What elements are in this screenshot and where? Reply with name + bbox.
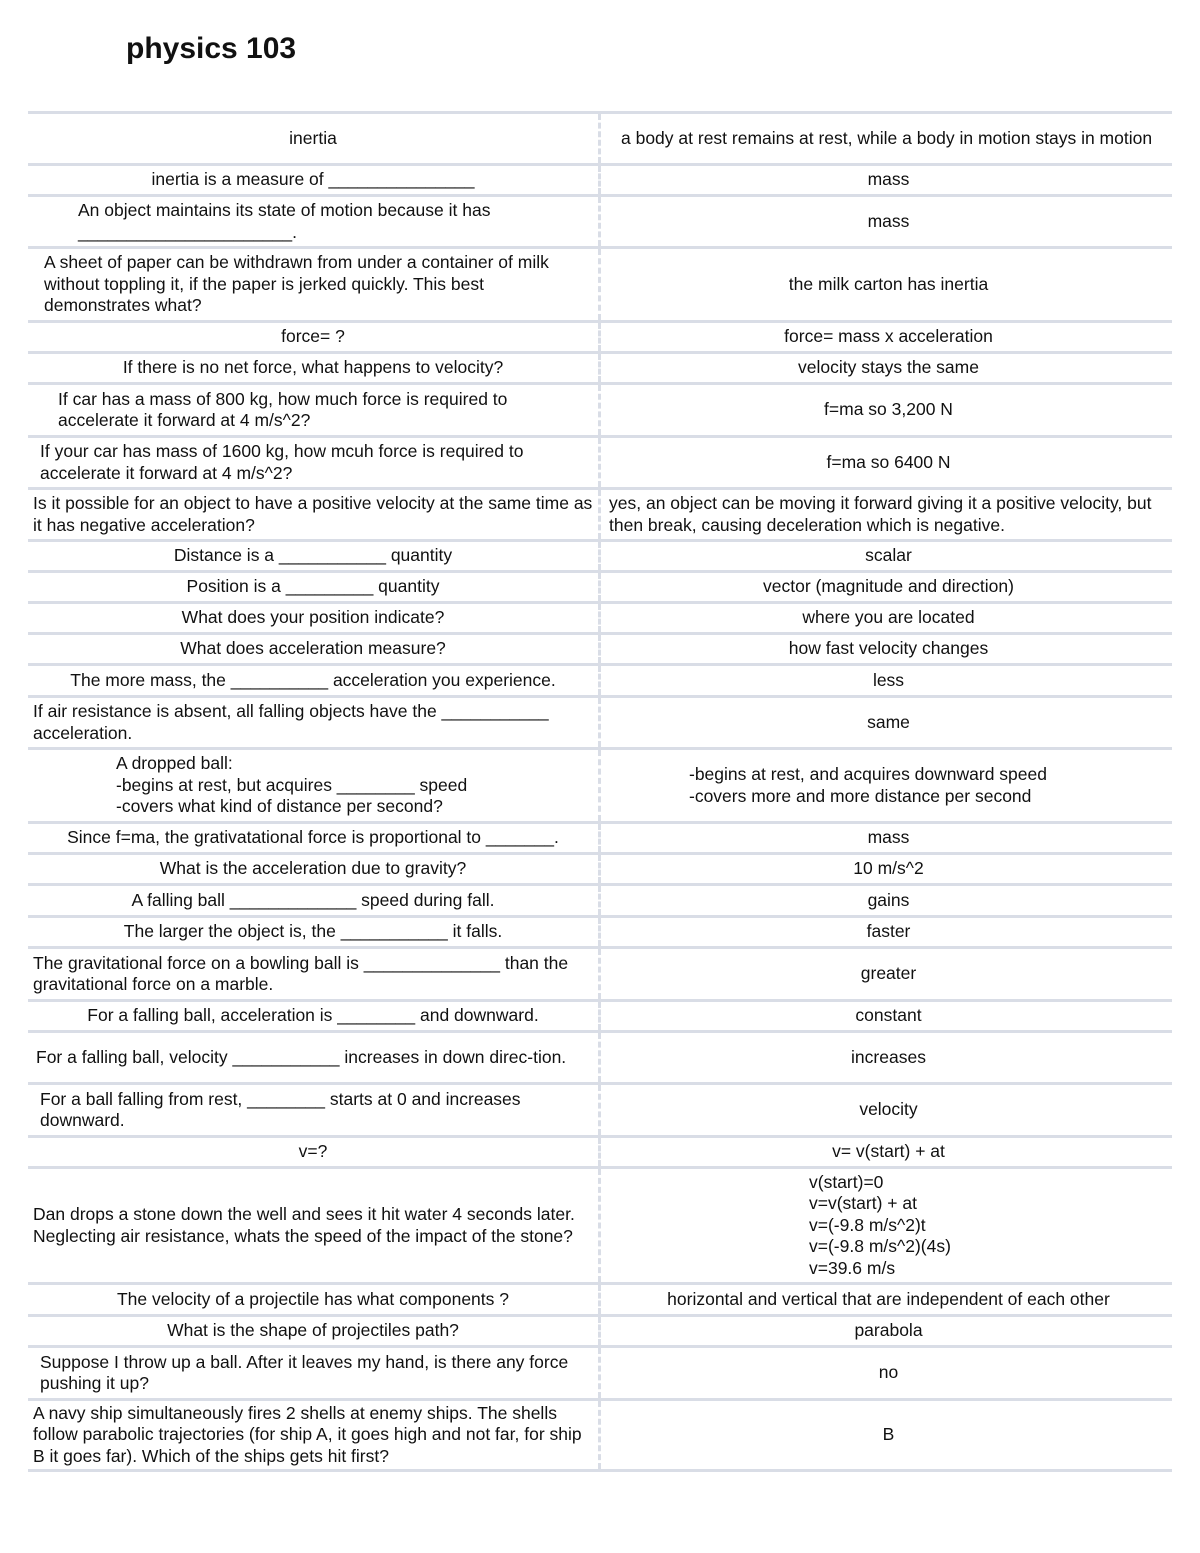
card-definition: -begins at rest, and acquires downward speed -covers more and more distance per second [689, 764, 1047, 806]
card-definition: constant [855, 1005, 922, 1026]
card-term: Suppose I throw up a ball. After it leaves my hand, is there any force pushing it up? [40, 1351, 569, 1393]
card-term: An object maintains its state of motion because it has ______________________. [78, 200, 491, 242]
card-definition: the milk carton has inertia [788, 273, 989, 294]
table-row [28, 821, 1172, 852]
column-divider [598, 166, 603, 194]
column-divider [598, 323, 603, 351]
page-title: physics 103 [126, 32, 297, 65]
table-row [28, 883, 1172, 915]
column-divider [598, 855, 603, 883]
card-definition: force= mass x acceleration [784, 326, 993, 347]
column-divider [598, 573, 603, 601]
card-term: A dropped ball: -begins at rest, but acquires ________ speed -covers what kind of distance per second? [116, 753, 468, 817]
card-term: inertia is a measure of _______________ [151, 169, 475, 190]
card-term: What does acceleration measure? [180, 638, 446, 659]
card-definition: same [867, 711, 910, 732]
table-row [28, 1398, 1172, 1472]
column-divider [598, 698, 603, 747]
table-row [28, 320, 1172, 351]
card-term: What is the acceleration due to gravity? [159, 858, 467, 879]
table-row [28, 1345, 1172, 1398]
card-definition: velocity [859, 1099, 918, 1120]
card-definition: mass [867, 169, 910, 190]
column-divider [598, 1401, 603, 1469]
column-divider [598, 666, 603, 695]
table-row [28, 382, 1172, 435]
card-term: inertia [289, 127, 337, 148]
column-divider [598, 1085, 603, 1135]
card-term: What does your position indicate? [181, 607, 445, 628]
column-divider [598, 918, 603, 946]
column-divider [598, 1317, 603, 1345]
card-term: v=? [298, 1141, 328, 1162]
table-row [28, 1314, 1172, 1345]
table-row [28, 1135, 1172, 1166]
card-term: Position is a _________ quantity [186, 576, 440, 597]
card-definition: f=ma so 3,200 N [824, 399, 953, 420]
card-term: The velocity of a projectile has what components ? [116, 1288, 509, 1309]
column-divider [598, 354, 603, 382]
column-divider [598, 114, 603, 163]
column-divider [598, 1002, 603, 1030]
column-divider [598, 197, 603, 246]
table-row [28, 163, 1172, 194]
card-term: force= ? [281, 326, 345, 347]
card-definition: vector (magnitude and direction) [763, 576, 1014, 597]
card-definition: 10 m/s^2 [853, 858, 924, 879]
table-row [28, 915, 1172, 946]
table-row [28, 601, 1172, 632]
card-term: Dan drops a stone down the well and sees it hit water 4 seconds later. Neglecting air resistance, whats the speed of the impact of the stone? [33, 1204, 575, 1246]
card-term: A navy ship simultaneously fires 2 shells at enemy ships. The shells follow parabolic trajectories (for ship A, it goes high and not far, for ship B it goes far). Which of the ships gets hit first? [33, 1402, 582, 1466]
column-divider [598, 438, 603, 487]
card-definition: v= v(start) + at [832, 1141, 945, 1162]
card-definition: B [882, 1424, 895, 1445]
table-row [28, 435, 1172, 487]
card-definition: mass [867, 210, 910, 231]
card-definition: parabola [854, 1320, 923, 1341]
column-divider [598, 604, 603, 632]
column-divider [598, 635, 603, 663]
card-term: The gravitational force on a bowling ball is ______________ than the gravitational force on a marble. [33, 952, 569, 994]
flashcard-table [28, 111, 1172, 1472]
table-row [28, 111, 1172, 163]
card-definition: v(start)=0 v=v(start) + at v=(-9.8 m/s^2)t v=(-9.8 m/s^2)(4s) v=39.6 m/s [809, 1171, 951, 1278]
table-row [28, 1166, 1172, 1282]
card-term: The larger the object is, the ___________ it falls. [123, 921, 503, 942]
column-divider [598, 490, 603, 539]
card-term: A falling ball _____________ speed during fall. [131, 889, 495, 910]
card-term: Since f=ma, the grativatational force is proportional to _______. [67, 827, 559, 848]
card-definition: mass [867, 827, 910, 848]
card-definition: scalar [865, 545, 912, 566]
table-row [28, 487, 1172, 539]
card-definition: faster [866, 921, 911, 942]
table-row [28, 1082, 1172, 1135]
card-definition: increases [851, 1046, 926, 1067]
card-definition: horizontal and vertical that are independent of each other [667, 1288, 1110, 1309]
card-term: If your car has mass of 1600 kg, how mcuh force is required to accelerate it forward at 4 m/s^2? [40, 441, 524, 483]
card-definition: less [872, 669, 905, 690]
card-term: For a falling ball, acceleration is ________ and downward. [87, 1005, 539, 1026]
column-divider [598, 750, 603, 821]
column-divider [598, 886, 603, 915]
card-term: Is it possible for an object to have a positive velocity at the same time as it has negative acceleration? [33, 493, 593, 535]
column-divider [598, 1138, 603, 1166]
card-definition: no [878, 1362, 899, 1383]
card-term: If car has a mass of 800 kg, how much force is required to accelerate it forward at 4 m/s^2? [58, 388, 508, 430]
column-divider [598, 1348, 603, 1398]
table-row [28, 1030, 1172, 1082]
card-definition: greater [860, 963, 917, 984]
table-row [28, 246, 1172, 320]
card-term: If air resistance is absent, all falling objects have the ___________ acceleration. [33, 701, 549, 743]
column-divider [598, 949, 603, 999]
table-row [28, 632, 1172, 663]
table-row [28, 946, 1172, 999]
column-divider [598, 542, 603, 570]
column-divider [598, 1169, 603, 1282]
table-row [28, 1282, 1172, 1314]
card-definition: yes, an object can be moving it forward giving it a positive velocity, but then break, causing deceleration which is negative. [609, 493, 1152, 535]
card-term: The more mass, the __________ acceleration you experience. [70, 669, 556, 690]
card-definition: f=ma so 6400 N [826, 451, 951, 472]
table-row [28, 999, 1172, 1030]
card-term: For a falling ball, velocity ___________ increases in down direc-tion. [36, 1046, 567, 1067]
table-row [28, 539, 1172, 570]
card-term: A sheet of paper can be withdrawn from under a container of milk without toppling it, if the paper is jerked quickly. This best demonstrates what? [44, 252, 549, 316]
column-divider [598, 249, 603, 320]
table-row [28, 570, 1172, 601]
card-term: Distance is a ___________ quantity [173, 545, 453, 566]
column-divider [598, 1033, 603, 1082]
table-row [28, 194, 1172, 246]
card-term: For a ball falling from rest, ________ starts at 0 and increases downward. [40, 1088, 521, 1130]
table-row [28, 663, 1172, 695]
table-row [28, 695, 1172, 747]
card-definition: velocity stays the same [798, 357, 979, 378]
card-definition: a body at rest remains at rest, while a body in motion stays in motion [621, 127, 1153, 148]
column-divider [598, 824, 603, 852]
table-row [28, 852, 1172, 883]
card-definition: how fast velocity changes [788, 638, 989, 659]
card-definition: where you are located [802, 607, 975, 628]
card-term: If there is no net force, what happens to velocity? [122, 357, 504, 378]
card-definition: gains [867, 889, 910, 910]
column-divider [598, 1285, 603, 1314]
card-term: What is the shape of projectiles path? [167, 1320, 459, 1341]
table-row [28, 747, 1172, 821]
table-row [28, 351, 1172, 382]
column-divider [598, 385, 603, 435]
